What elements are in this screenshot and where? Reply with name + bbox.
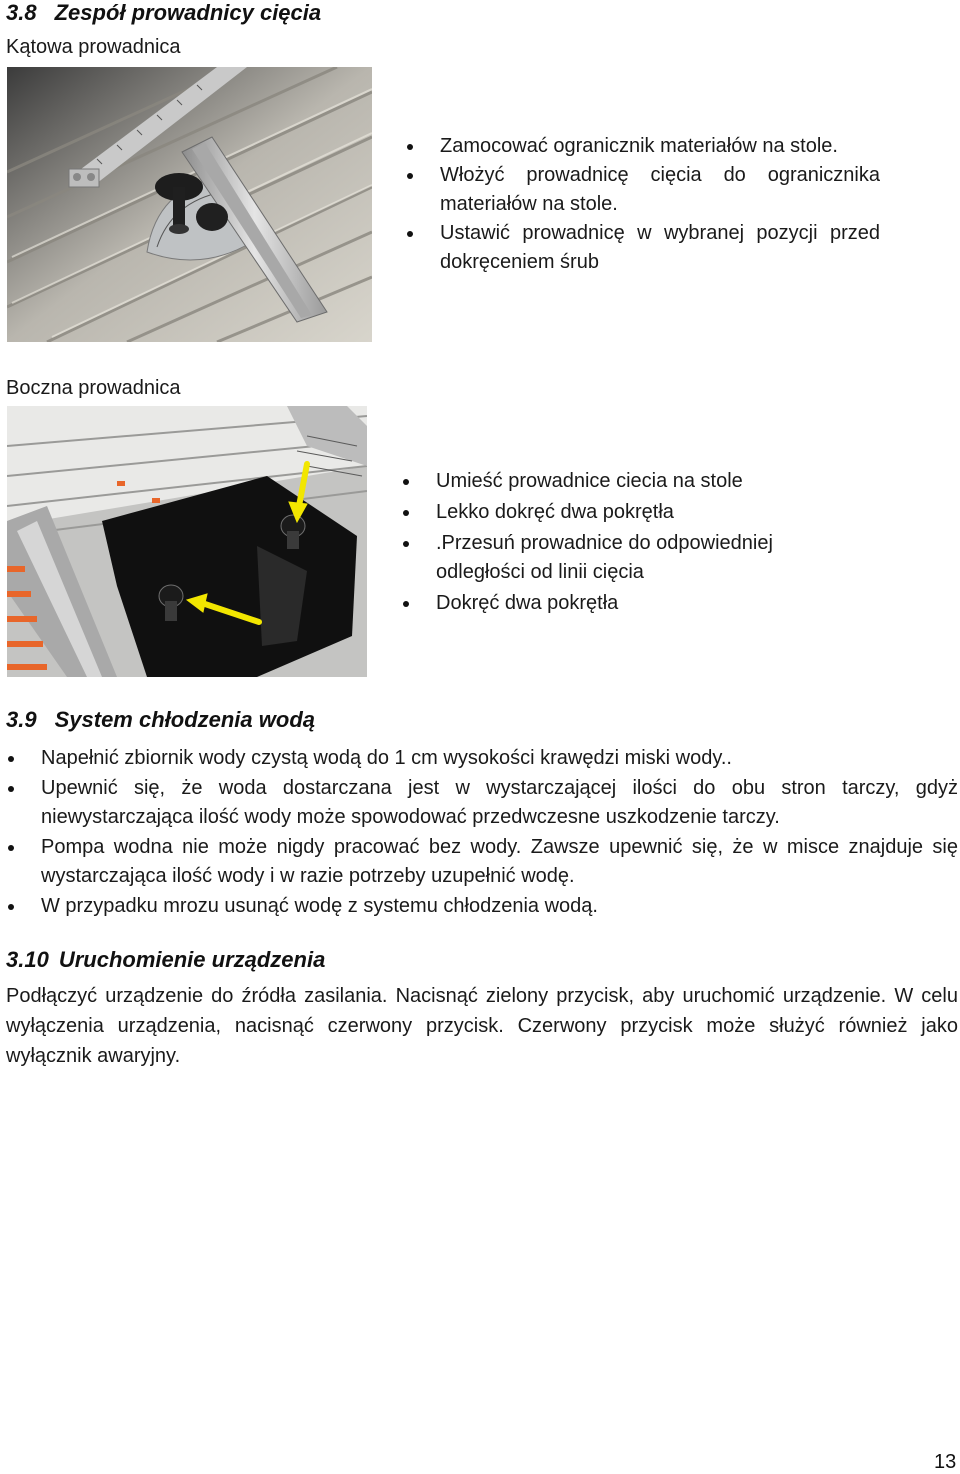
page-number: 13: [934, 1451, 957, 1473]
list-item: W przypadku mrozu usunąć wodę z systemu chłodzenia wodą.: [41, 892, 958, 921]
section-title: Uruchomienie urządzenia: [58, 947, 326, 972]
section-3-10-heading: [6, 947, 325, 973]
side-guide-subtitle: Boczna prowadnica: [6, 377, 181, 399]
list-item: Włożyć prowadnicę cięcia do ogranicznika materiałów na stole.: [440, 161, 880, 219]
list-item: Ustawić prowadnicę w wybranej pozycji przed dokręceniem śrub: [440, 219, 880, 277]
section-title: System chłodzenia wodą: [54, 707, 315, 732]
list-item: Upewnić się, że woda dostarczana jest w wystarczającej ilości do obu stron tarczy, gdyż niewystarczająca ilość wody może spowodować przedwczesne uszkodzenie tarczy.: [41, 774, 958, 832]
cooling-system-list: [41, 744, 958, 921]
angular-guide-illustration: [7, 67, 372, 342]
section-number: 3.10: [6, 947, 49, 972]
list-item: Lekko dokręć dwa pokrętła: [436, 498, 856, 527]
list-item: Dokręć dwa pokrętła: [436, 589, 856, 618]
list-item: Zamocować ogranicznik materiałów na stole.: [440, 132, 880, 161]
angular-guide-photo: [7, 67, 372, 342]
list-item: Pompa wodna nie może nigdy pracować bez wody. Zawsze upewnić się, że w misce znajduje się wystarczająca ilość wody i w razie potrzeby uzupełnić wodę.: [41, 833, 958, 891]
side-guide-photo: [7, 406, 367, 677]
section-number: 3.8: [6, 0, 37, 25]
list-item: .Przesuń prowadnice do odpowiedniej odległości od linii cięcia: [436, 529, 856, 587]
side-guide-list: [436, 467, 856, 618]
section-title: Zespół prowadnicy cięcia: [54, 0, 322, 25]
startup-paragraph: Podłączyć urządzenie do źródła zasilania. Nacisnąć zielony przycisk, aby uruchomić urządzenie. W celu wyłączenia urządzenia, nacisnąć czerwony przycisk. Czerwony przycisk może służyć również jako wyłącznik awaryjny.: [6, 985, 958, 1067]
angular-guide-subtitle: Kątowa prowadnica: [6, 36, 181, 58]
list-item: Napełnić zbiornik wody czystą wodą do 1 cm wysokości krawędzi miski wody..: [41, 744, 958, 773]
section-3-9-heading: [6, 707, 315, 733]
list-item: Umieść prowadnice ciecia na stole: [436, 467, 856, 496]
section-3-8-heading: [6, 0, 321, 26]
section-number: 3.9: [6, 707, 37, 732]
side-guide-illustration: [7, 406, 367, 677]
angular-guide-list: [440, 132, 880, 277]
